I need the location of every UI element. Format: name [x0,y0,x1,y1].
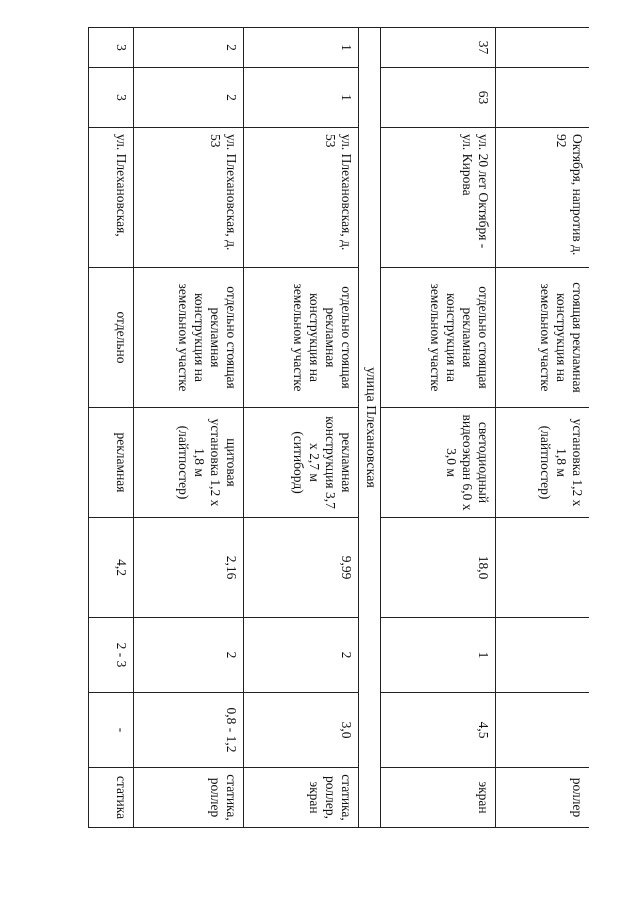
cell-num: 1 [244,28,359,68]
advertising-structures-table [89,27,590,828]
table-row [496,28,589,828]
street-heading: улица Плехановская [359,28,381,828]
cell-area: 18,0 [381,518,496,618]
cell-address: ул. Плехановская, д. 53 [134,128,244,268]
cell-kind: светодиодный видеоэкран 6,0 х 3,0 м [381,408,496,518]
cell-num: 37 [381,28,496,68]
cell-address: Октября, напротив д. 92 [496,128,589,268]
cell-kind: установка 1,2 х 1,8 м (лайтпостер) [496,408,589,518]
cell-sides: 2 [134,618,244,693]
cell-code: 1 [244,68,359,128]
cell-code: 2 [134,68,244,128]
cell-tech: статика, роллер, экран [244,768,359,828]
cell-tech: статика [89,768,134,828]
cell-code: 63 [381,68,496,128]
cell-sides: 1 [381,618,496,693]
cell-address: ул. Плехановская, д. 53 [244,128,359,268]
cell-type: отдельно [89,268,134,408]
street-heading-row [359,28,381,828]
cell-address: ул. Плехановская, [89,128,134,268]
cell-tech: экран [381,768,496,828]
table-row [244,28,359,828]
rotated-document-page [89,27,589,827]
table-row [134,28,244,828]
table-row [381,28,496,828]
cell-num: 2 [134,28,244,68]
cell-type: стоящая рекламная конструкция на земельном участке [496,268,589,408]
cell-sides: 2 [244,618,359,693]
cell-num: 3 [89,28,134,68]
cell-type: отдельно стоящая рекламная конструкция на земельном участке [134,268,244,408]
cell-size [496,693,589,768]
cell-type: отдельно стоящая рекламная конструкция на земельном участке [381,268,496,408]
cell-size: 3,0 [244,693,359,768]
cell-sides: 2 - 3 [89,618,134,693]
cell-sides [496,618,589,693]
cell-area: 9,99 [244,518,359,618]
cell-kind: щитовая установка 1,2 х 1,8 м (лайтпостер) [134,408,244,518]
cell-code [496,68,589,128]
cell-area: 2,16 [134,518,244,618]
cell-kind: рекламная [89,408,134,518]
cell-tech: статика, роллер [134,768,244,828]
cell-size: 0,8 - 1,2 [134,693,244,768]
cell-num [496,28,589,68]
table-row [89,28,134,828]
cell-area: 4,2 [89,518,134,618]
cell-kind: рекламная конструкция 3,7 х 2,7 м (ситиборд) [244,408,359,518]
cell-address: ул. 20 лет Октября - ул. Кирова [381,128,496,268]
cell-size: 4,5 [381,693,496,768]
cell-size: - [89,693,134,768]
cell-code: 3 [89,68,134,128]
cell-area [496,518,589,618]
cell-tech: роллер [496,768,589,828]
cell-type: отдельно стоящая рекламная конструкция на земельном участке [244,268,359,408]
